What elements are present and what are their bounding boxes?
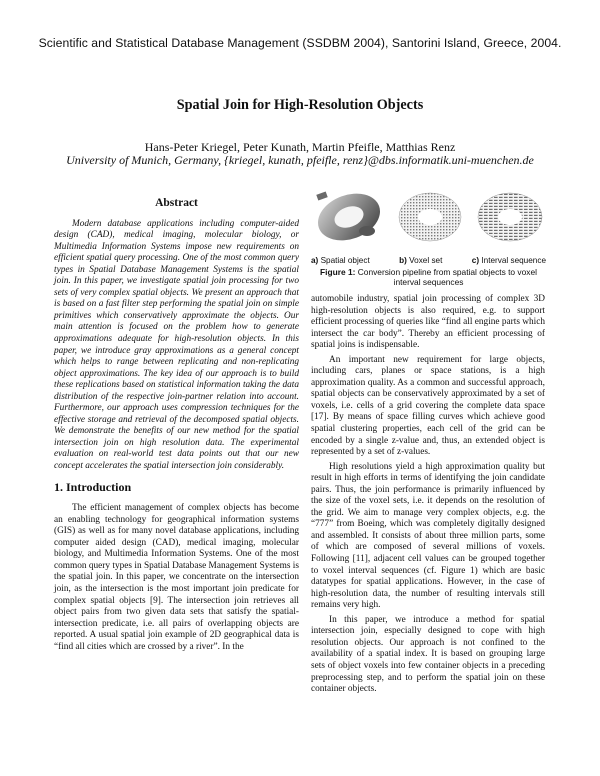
- voxel-set-image: [395, 187, 465, 249]
- author-list: Hans-Peter Kriegel, Peter Kunath, Martin Pfeifle, Matthias Renz: [144, 140, 456, 154]
- intro-paragraph-1-continued: automobile industry, spatial join processing of complex 3D high-resolution objects is also required, e.g. to support efficient processing of queries like “find all engine parts which intersect the car body”. Thereby an efficient processing of spatial joins is indispensable.: [311, 294, 545, 351]
- right-column: [311, 294, 545, 699]
- section-heading-introduction: 1. Introduction: [54, 479, 132, 494]
- paper-title: Spatial Join for High-Resolution Objects: [176, 97, 424, 113]
- conference-header: Scientific and Statistical Database Management (SSDBM 2004), Santorini Island, Greece, 2004.: [38, 36, 562, 50]
- intro-paragraph-3: High resolutions yield a high approximation quality but result in high efforts in terms of identifying the join candidate pairs. Thus, the join performance is primarily influenced by the size of the voxel sets, i.e. it depends on the resolution of the grid. We aim to manage very complex objects, e.g. the “777” from Boeing, which was completely digitally designed and assembled. It consists of about three million parts, some of which are composed of several millions of voxels. Following [11], adjacent cell values can be grouped together to voxel interval sequences (cf. Figure 1) which are basic datatypes for spatial applications. However, in the case of high-resolution data, the number of resulting intervals still remains very high.: [311, 461, 545, 611]
- figure-1: [311, 187, 546, 287]
- label-spatial-object: a) Spatial object: [311, 256, 370, 265]
- intro-paragraph-4: In this paper, we introduce a method for spatial intersection join, especially designed to cope with high resolution objects. Our approach is not confined to the availability of a spatial index. It is based on grouping large sets of object voxels into few container objects in a preceding preprocessing step, and to perform the spatial join on these container objects.: [311, 614, 545, 695]
- interval-sequence-image: [474, 187, 546, 249]
- abstract-text: Modern database applications including computer-aided design (CAD), medical imaging, molecular biology, or Multimedia Information Systems impose new requirements on efficient spatial query processing. One of the most common query types in Spatial Database Management Systems is the spatial join. In this paper, we investigate spatial join processing for two sets of very complex spatial objects. We present an approach that is based on a fast filter step performing the spatial join on simple primitives which conservatively approximate the objects. Our main attention is focused on the problem how to generate approximations adequate for high-resolution objects. In this paper, we introduce gray approximations as a general concept which helps to range between replicating and non-replicating object approximations. The key idea of our approach is to build these replications based on statistical information taking the data distribution of the respective join-partner relation into account. Furthermore, our approach uses compression techniques for the effective storage and retrieval of the decomposed spatial objects. We demonstrate the benefits of our new method for the spatial intersection join on high resolution data. The experimental evaluation on real-world test data points out that our new concept accelerates the spatial intersection join considerably.: [54, 218, 299, 472]
- left-column: [54, 198, 299, 656]
- abstract-heading: Abstract: [155, 197, 198, 209]
- figure-1-labels: [311, 256, 546, 265]
- label-voxel-set: b) Voxel set: [399, 256, 443, 265]
- label-interval-sequence: c) Interval sequence: [471, 256, 546, 265]
- affiliation: University of Munich, Germany, {kriegel, kunath, pfeifle, renz}@dbs.informatik.uni-muenchen.de: [66, 153, 534, 167]
- figure-1-caption: Figure 1: Conversion pipeline from spatial objects to voxel interval sequences: [320, 267, 537, 287]
- spatial-object-image: [311, 187, 387, 249]
- intro-paragraph-2: An important new requirement for large objects, including cars, planes or space stations, is a high approximation quality. As a common and successful approach, spatial objects can be conservatively approximated by a set of voxels, i.e. cells of a grid covering the complete data space [17]. By means of space filling curves which achieve good spatial clustering properties, each cell of the grid can be encoded by a single z-value and, thus, an extended object is represented by a set of z-values.: [311, 354, 545, 458]
- figure-1-images: [311, 187, 546, 254]
- intro-paragraph-1: The efficient management of complex objects has become an enabling technology for geographical information systems (GIS) as well as for many novel database applications, including computer aided design (CAD), medical imaging, molecular biology, and Multimedia Information Systems. One of the most common query types in Spatial Database Management Systems is the spatial join. In this paper, we concentrate on the intersection join, as the intersection is the most important join predicate for complex spatial objects [9]. The intersection join retrieves all object pairs from two given data sets that satisfy the spatial-intersection predicate, i.e. all pairs of overlapping objects are reported. A usual spatial join example of 2D geographical data is “find all cities which are crossed by a river”. In the: [54, 503, 299, 652]
